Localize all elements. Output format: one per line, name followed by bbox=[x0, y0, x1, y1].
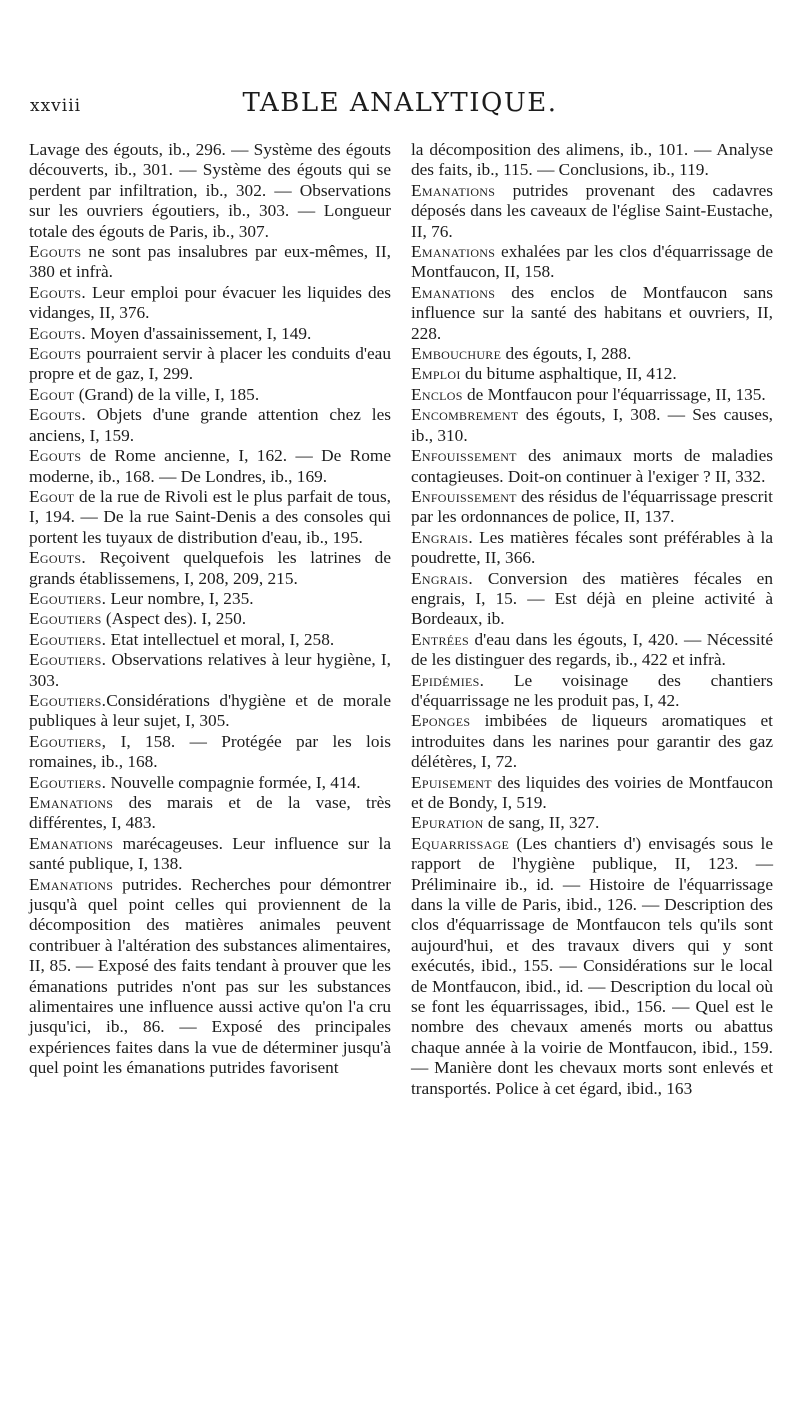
entry-headword: Egouts bbox=[29, 446, 82, 466]
index-entry bbox=[411, 834, 773, 1099]
index-entry bbox=[29, 548, 391, 589]
index-entry bbox=[29, 609, 391, 629]
index-entry bbox=[411, 569, 773, 630]
entry-text: des égouts, I, 288. bbox=[501, 344, 632, 364]
entry-headword: Emanations bbox=[29, 793, 114, 812]
index-entry bbox=[29, 691, 391, 732]
entry-text: I, 158. — Protégée par les lois romaines, ib., 168. bbox=[29, 731, 391, 772]
index-entry bbox=[411, 140, 773, 181]
entry-text: de sang, II, 327. bbox=[483, 813, 600, 833]
entry-text: la décomposition des alimens, ib., 101. — Analyse des faits, ib., 115. — Conclusions, ib., 119. bbox=[411, 140, 773, 180]
entry-text: Moyen d'assainissement, I, 149. bbox=[85, 323, 312, 343]
entry-text: Considérations d'hygiène et de morale publiques à leur sujet, I, 305. bbox=[29, 690, 391, 731]
entry-text: Objets d'une grande attention chez les anciens, I, 159. bbox=[29, 405, 391, 445]
entry-text: Le voisinage des chantiers d'équarrissage ne les produit pas, I, 42. bbox=[411, 670, 773, 710]
entry-headword: Embouchure bbox=[411, 344, 502, 364]
index-entry bbox=[411, 283, 773, 344]
entry-headword: Enclos bbox=[411, 384, 463, 404]
entry-headword: Encombrement bbox=[411, 405, 519, 425]
index-entry bbox=[29, 242, 391, 283]
entry-text: Leur emploi pour évacuer les liquides des vidanges, II, 376. bbox=[29, 282, 391, 323]
index-entry bbox=[29, 773, 391, 793]
index-entry bbox=[29, 630, 391, 650]
entry-headword: Egoutiers. bbox=[29, 650, 107, 670]
index-entry bbox=[411, 344, 773, 364]
entry-headword: Egoutiers. bbox=[29, 588, 107, 608]
entry-headword: Emanations bbox=[411, 180, 496, 200]
entry-headword: Emploi bbox=[411, 364, 461, 384]
index-entry bbox=[411, 405, 773, 446]
entry-headword: Egouts bbox=[29, 242, 82, 262]
entry-headword: Engrais. bbox=[411, 568, 473, 588]
index-entry bbox=[411, 364, 773, 384]
entry-text: putrides provenant des cadavres déposés dans les caveaux de l'église Saint-Eustache, II, 76. bbox=[411, 180, 773, 241]
entry-text: imbibées de liqueurs aromatiques et introduites dans les narines pour garantir des gaz délétères, I, 72. bbox=[411, 711, 773, 772]
entry-text: (Les chantiers d') envisagés sous le rapport de l'hygiène publique, II, 123. — Préliminaire ib., id. — Histoire de l'équarrissage dans la ville de Paris, ibid., 126. — Description des clos d'équarrissage de Montfaucon tels qu'ils sont aujourd'hui, et des travaux divers qui y sont exécutés, ibid., 155. — Considérations sur le local de Montfaucon, ibid., id. — Description du local où se font les équarrissages, ibid., 156. — Quel est le nombre des chevaux amenés morts ou abattus chaque année à la voirie de Montfaucon, ibid., 159. — Manière dont les chevaux morts sont enlevés et transportés. Police à cet égard, ibid., 163 bbox=[411, 833, 773, 1098]
index-column-right bbox=[411, 140, 773, 1099]
index-entry bbox=[29, 283, 391, 324]
entry-headword: Enfouissement bbox=[411, 446, 517, 466]
entry-text: Leur nombre, I, 235. bbox=[106, 588, 254, 608]
entry-headword: Egout bbox=[29, 384, 75, 404]
index-entry bbox=[29, 324, 391, 344]
entry-text: du bitume asphaltique, II, 412. bbox=[460, 364, 677, 384]
index-entry bbox=[29, 732, 391, 773]
index-entry bbox=[29, 834, 391, 875]
index-column-left bbox=[29, 140, 391, 1079]
entry-headword: Egouts. bbox=[29, 282, 86, 302]
entry-text: des enclos de Montfaucon sans influence sur la santé des habitans et ouvriers, II, 228. bbox=[411, 282, 773, 343]
entry-headword: Egoutiers. bbox=[29, 690, 107, 710]
entry-text: des égouts, I, 308. — Ses causes, ib., 310. bbox=[411, 405, 773, 445]
index-entry bbox=[411, 446, 773, 487]
entry-headword: Emanations bbox=[29, 874, 114, 894]
entry-text: Reçoivent quelquefois les latrines de grands établissemens, I, 208, 209, 215. bbox=[29, 548, 391, 588]
entry-headword: Egouts. bbox=[29, 548, 86, 568]
entry-text: de Rome ancienne, I, 162. — De Rome moderne, ib., 168. — De Londres, ib., 169. bbox=[29, 446, 391, 486]
index-entry bbox=[411, 487, 773, 528]
entry-headword: Egouts. bbox=[29, 405, 86, 425]
entry-text: (Grand) de la ville, I, 185. bbox=[74, 384, 260, 404]
entry-text: exhalées par les clos d'équarrissage de Montfaucon, II, 158. bbox=[411, 242, 773, 282]
index-entry bbox=[411, 773, 773, 814]
running-title: TABLE ANALYTIQUE. bbox=[242, 88, 558, 118]
index-entry bbox=[411, 630, 773, 671]
entry-headword: Epuration bbox=[411, 813, 484, 833]
entry-text: des résidus de l'équarrissage prescrit par les ordonnances de police, II, 137. bbox=[411, 486, 773, 527]
entry-headword: Egoutiers bbox=[29, 609, 102, 629]
entry-headword: Equarrissage bbox=[411, 833, 510, 853]
entry-headword: Eponges bbox=[411, 711, 471, 731]
index-entry bbox=[411, 385, 773, 405]
entry-headword: Emanations bbox=[411, 282, 496, 302]
entry-text: Etat intellectuel et moral, I, 258. bbox=[106, 629, 335, 649]
index-entry bbox=[29, 589, 391, 609]
index-entry bbox=[411, 242, 773, 283]
entry-text: de Montfaucon pour l'équarrissage, II, 135. bbox=[462, 384, 766, 404]
entry-headword: Emanations bbox=[29, 833, 114, 853]
index-entry bbox=[29, 344, 391, 385]
index-entry bbox=[29, 650, 391, 691]
entry-headword: Entrées bbox=[411, 629, 469, 649]
entry-text: marécageuses. Leur influence sur la santé publique, I, 138. bbox=[29, 833, 391, 874]
entry-text: des animaux morts de maladies contagieuses. Doit-on continuer à l'exiger ? II, 332. bbox=[411, 446, 773, 486]
page-number: xxviii bbox=[30, 96, 82, 116]
index-entry bbox=[29, 793, 391, 834]
index-entry bbox=[411, 528, 773, 569]
entry-text: des liquides des voiries de Montfaucon et de Bondy, I, 519. bbox=[411, 772, 773, 812]
entry-headword: Egouts. bbox=[29, 323, 86, 343]
entry-headword: Enfouissement bbox=[411, 486, 517, 506]
index-entry bbox=[29, 875, 391, 1079]
entry-text: d'eau dans les égouts, I, 420. — Nécessité de les distinguer des regards, ib., 422 et infrà. bbox=[411, 629, 773, 670]
entry-text: Observations relatives à leur hygiène, I, 303. bbox=[29, 650, 391, 690]
entry-text: (Aspect des). I, 250. bbox=[101, 609, 247, 629]
entry-headword: Engrais. bbox=[411, 527, 473, 547]
entry-text: de la rue de Rivoli est le plus parfait de tous, I, 194. — De la rue Saint-Denis a des consoles qui portent les tuyaux de distribution d'eau, ib., 195. bbox=[29, 486, 391, 547]
page-header bbox=[28, 88, 772, 128]
entry-text: Conversion des matières fécales en engrais, I, 15. — Est déjà en pleine activité à Bordeaux, ib. bbox=[411, 568, 773, 629]
entry-headword: Egout bbox=[29, 486, 75, 506]
index-entry bbox=[29, 487, 391, 548]
index-entry bbox=[29, 405, 391, 446]
index-entry bbox=[29, 140, 391, 242]
index-entry bbox=[411, 711, 773, 772]
entry-text: ne sont pas insalubres par eux-mêmes, II, 380 et infrà. bbox=[29, 242, 391, 282]
entry-headword: Epidémies. bbox=[411, 670, 485, 690]
entry-text: Nouvelle compagnie formée, I, 414. bbox=[106, 772, 361, 792]
entry-headword: Egouts bbox=[29, 344, 82, 364]
entry-text: des marais et de la vase, très différentes, I, 483. bbox=[29, 793, 391, 833]
entry-headword: Emanations bbox=[411, 242, 496, 262]
entry-text: Les matières fécales sont préférables à la poudrette, II, 366. bbox=[411, 527, 773, 568]
entry-text: Lavage des égouts, ib., 296. — Système des égouts découverts, ib., 301. — Système des égouts qui se perdent par infiltration, ib., 302. — Observations sur les ouvriers égoutiers, ib., 303. — Longueur totale des égouts de Paris, ib., 307. bbox=[29, 140, 391, 241]
entry-text: pourraient servir à placer les conduits d'eau propre et de gaz, I, 299. bbox=[29, 344, 391, 384]
entry-headword: Egoutiers. bbox=[29, 772, 107, 792]
entry-headword: Egoutiers, bbox=[29, 731, 107, 751]
entry-headword: Epuisement bbox=[411, 772, 492, 792]
index-entry bbox=[411, 181, 773, 242]
index-entry bbox=[29, 385, 391, 405]
index-entry bbox=[411, 813, 773, 833]
entry-text: putrides. Recherches pour démontrer jusqu'à quel point celles qui proviennent de la décomposition des matières animales peuvent contribuer à l'altération des substances alimentaires, II, 85. — Exposé des faits tendant à prouver que les émanations putrides n'ont pas sur les substances alimentaires une influence aussi active qu'on l'a cru jusqu'ici, ib., 86. — Exposé des principales expériences faites dans la vue de déterminer jusqu'à quel point les émanations putrides favorisent bbox=[29, 874, 391, 1078]
index-entry bbox=[29, 446, 391, 487]
entry-headword: Egoutiers. bbox=[29, 629, 107, 649]
index-entry bbox=[411, 671, 773, 712]
